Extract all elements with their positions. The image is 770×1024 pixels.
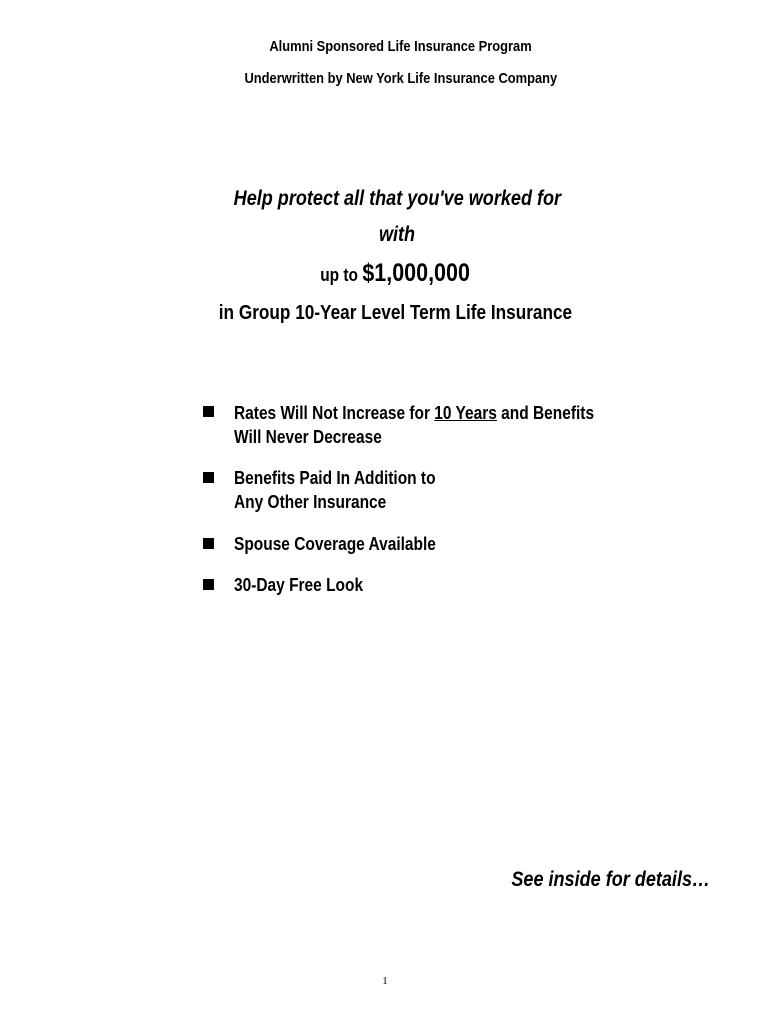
bullet-square-icon bbox=[203, 472, 214, 483]
see-inside-note: See inside for details… bbox=[511, 868, 710, 891]
benefit-line: Will Never Decrease bbox=[234, 427, 382, 447]
benefit-line: Benefits Paid In Addition to bbox=[234, 468, 436, 488]
benefit-item-free-look bbox=[234, 573, 363, 597]
bullet-square-icon bbox=[203, 538, 214, 549]
benefit-line: Spouse Coverage Available bbox=[234, 534, 436, 554]
tagline-line-1 bbox=[12, 187, 770, 211]
benefit-line bbox=[234, 401, 594, 425]
benefit-text: Rates Will Not Increase for bbox=[234, 403, 435, 423]
benefit-item-spouse bbox=[234, 532, 436, 556]
tagline-line-2 bbox=[12, 223, 770, 247]
tagline-line-1-text: Help protect all that you've worked for bbox=[233, 187, 561, 210]
bullet-square-icon bbox=[203, 579, 214, 590]
product-name-text: in Group 10-Year Level Term Life Insurance bbox=[218, 302, 572, 324]
benefit-text: and Benefits bbox=[496, 403, 595, 423]
coverage-amount-value: $1,000,000 bbox=[362, 259, 470, 287]
program-title-text: Alumni Sponsored Life Insurance Program bbox=[269, 38, 533, 55]
underwriter-line bbox=[16, 70, 770, 88]
benefit-emphasis: 10 Years bbox=[434, 403, 497, 423]
benefit-line: 30-Day Free Look bbox=[234, 575, 364, 595]
coverage-amount-line bbox=[10, 259, 770, 288]
page-number: 1 bbox=[382, 975, 388, 987]
coverage-amount-prefix: up to bbox=[320, 265, 363, 285]
underwriter-text: Underwritten by New York Life Insurance Company bbox=[244, 70, 558, 87]
benefit-item-rates bbox=[234, 401, 594, 449]
tagline-line-2-text: with bbox=[378, 223, 416, 246]
product-name-line bbox=[10, 302, 770, 325]
program-title bbox=[16, 38, 770, 56]
benefit-item-additional bbox=[234, 466, 436, 514]
benefit-line: Any Other Insurance bbox=[234, 492, 387, 512]
bullet-square-icon bbox=[203, 406, 214, 417]
